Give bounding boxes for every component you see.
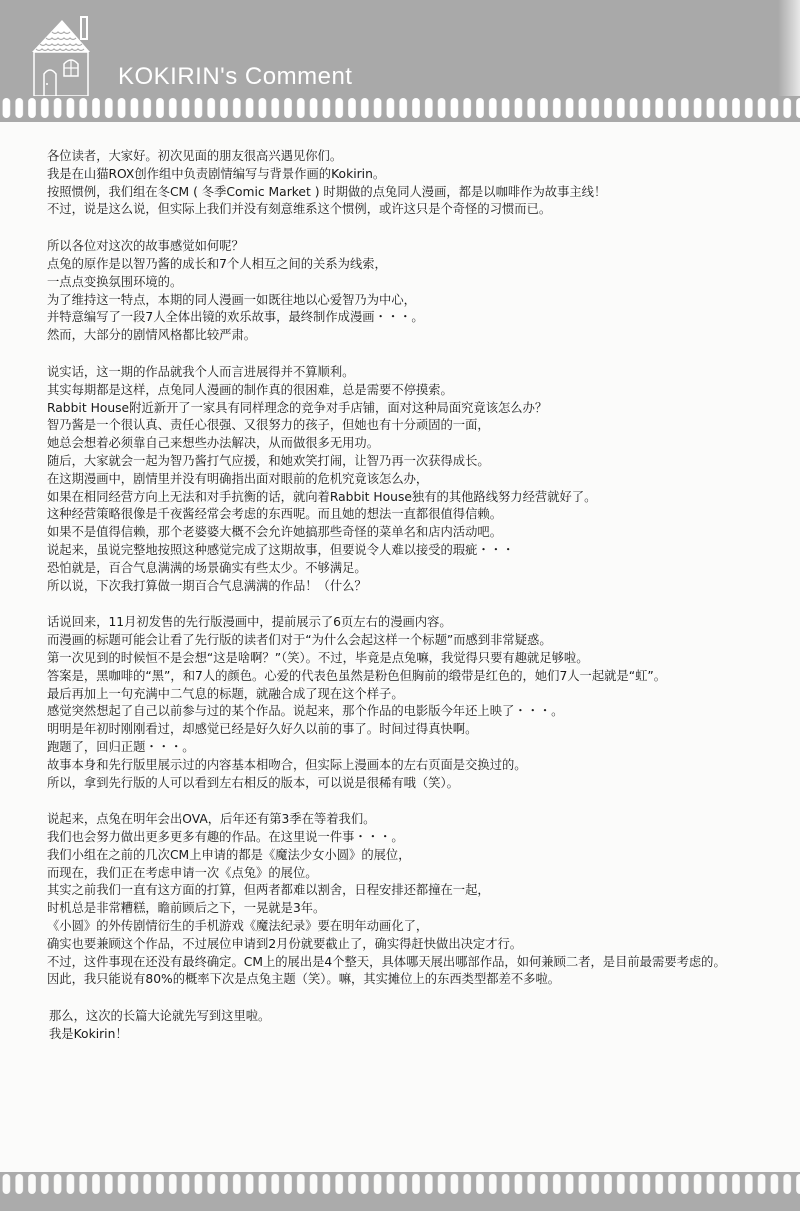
text-line: 在这期漫画中，剧情里并没有明确指出面对眼前的危机究竟该怎么办， <box>47 471 429 486</box>
paragraph-title-explanation <box>47 614 787 792</box>
text-line: 随后，大家就会一起为智乃酱打气应援，和她欢笑打闹，让智乃再一次获得成长。 <box>47 453 490 468</box>
paragraph-future-plans <box>47 811 787 989</box>
text-line: 一点点变换氛围环境的。 <box>47 274 183 289</box>
text-line: 答案是，黑咖啡的“黑”，和7人的颜色。心爱的代表色虽然是粉色但胸前的缎带是红色的，她们7人一起就是“虹”。 <box>47 668 667 683</box>
text-line: 说实话，这一期的作品就我个人而言进展得并不算顺利。 <box>47 364 355 379</box>
text-line: 而漫画的标题可能会让看了先行版的读者们对于“为什么会起这样一个标题”而感到非常疑惑。 <box>47 633 552 648</box>
text-line: 故事本身和先行版里展示过的内容基本相吻合，但实际上漫画本的左右页面是交换过的。 <box>47 757 527 772</box>
comment-body <box>47 148 787 1063</box>
text-line: 所以说，下次我打算做一期百合气息满满的作品！（什么？ <box>47 578 367 593</box>
text-line: 如果在相同经营方向上无法和对手抗衡的话，就向着Rabbit House独有的其他路线努力经营就好了。 <box>47 489 597 504</box>
text-line: 智乃酱是一个很认真、责任心很强、又很努力的孩子，但她也有十分顽固的一面， <box>47 418 490 433</box>
text-line: 我们小组在之前的几次CM上申请的都是《魔法少女小圆》的展位， <box>47 847 411 862</box>
text-line: 说起来，点兔在明年会出OVA，后年还有第3季在等着我们。 <box>47 812 376 827</box>
text-line: Rabbit House附近新开了一家具有同样理念的竞争对手店铺，面对这种局面究竟该怎么办？ <box>47 400 548 415</box>
page-title: KOKIRIN's Comment <box>118 63 353 90</box>
text-line: 这种经营策略很像是千夜酱经常会考虑的东西呢。而且她的想法一直都很值得信赖。 <box>47 507 502 522</box>
scallop-border-bottom <box>0 1174 800 1200</box>
paragraph-production <box>47 364 787 595</box>
text-line: 跑题了，回归正题・・・。 <box>47 739 195 754</box>
text-line: 而现在，我们正在考虑申请一次《点兔》的展位。 <box>47 865 318 880</box>
text-line: 点兔的原作是以智乃酱的成长和7个人相互之间的关系为线索， <box>47 256 387 271</box>
text-line: 《小圆》的外传剧情衍生的手机游戏《魔法纪录》要在明年动画化了， <box>47 919 429 934</box>
text-line: 说起来，虽说完整地按照这种感觉完成了这期故事，但要说令人难以接受的瑕疵・・・ <box>47 542 515 557</box>
paragraph-greeting <box>47 148 787 219</box>
text-line: 并特意编写了一段7人全体出镜的欢乐故事，最终制作成漫画・・・。 <box>47 310 424 325</box>
text-line: 我们也会努力做出更多更多有趣的作品。在这里说一件事・・・。 <box>47 830 404 845</box>
text-line: 不过，这件事现在还没有最终确定。CM上的展出是4个整天，具体哪天展出哪部作品，如何兼顾二者，是目前最需要考虑的。 <box>47 954 726 969</box>
text-line: 因此，我只能说有80%的概率下次是点兔主题（笑）。嘛，其实摊位上的东西类型都差不多啦。 <box>47 972 561 987</box>
text-line: 各位读者，大家好。初次见面的朋友很高兴遇见你们。 <box>47 149 343 163</box>
text-line: 其实每期都是这样，点兔同人漫画的制作真的很困难，总是需要不停摸索。 <box>47 382 453 397</box>
text-line: 她总会想着必须靠自己来想些办法解决，从而做很多无用功。 <box>47 436 380 451</box>
text-line: 其实之前我们一直有这方面的打算，但两者都难以割舍，日程安排还都撞在一起， <box>47 883 490 898</box>
text-line: 按照惯例，我们组在冬CM ( 冬季Comic Market ) 时期做的点兔同人漫画，都是以咖啡作为故事主线！ <box>47 184 607 199</box>
text-line: 不过，说是这么说，但实际上我们并没有刻意维系这个惯例，或许这只是个奇怪的习惯而已。 <box>47 202 552 217</box>
text-line: 确实也要兼顾这个作品，不过展位申请到2月份就要截止了，确实得赶快做出决定才行。 <box>47 936 523 951</box>
text-line: 话说回来，11月初发售的先行版漫画中，提前展示了6页左右的漫画内容。 <box>47 615 452 630</box>
house-icon <box>22 12 114 98</box>
paragraph-signoff <box>49 1008 787 1044</box>
text-line: 明明是年初时刚刚看过，却感觉已经是好久好久以前的事了。时间过得真快啊。 <box>47 722 478 737</box>
scallop-border-top <box>0 96 800 122</box>
text-line: 感觉突然想起了自己以前参与过的某个作品。说起来，那个作品的电影版今年还上映了・・・。 <box>47 704 564 719</box>
signature: 我是Kokirin！ <box>49 1027 128 1042</box>
paragraph-story-feeling <box>47 238 787 345</box>
text-line: 第一次见到的时候恒不是会想“这是啥啊？”（笑）。不过，毕竟是点兔嘛，我觉得只要有趣就足够啦。 <box>47 650 589 665</box>
text-line: 最后再加上一句充满中二气息的标题，就融合成了现在这个样子。 <box>47 686 404 701</box>
text-line: 为了维持这一特点，本期的同人漫画一如既往地以心爱智乃为中心， <box>47 292 416 307</box>
text-line: 时机总是非常糟糕，瞻前顾后之下，一晃就是3年。 <box>47 901 326 916</box>
text-line: 所以，拿到先行版的人可以看到左右相反的版本，可以说是很稀有哦（笑）。 <box>47 775 459 790</box>
text-line: 我是在山猫ROX创作组中负责剧情编写与背景作画的Kokirin。 <box>47 166 386 181</box>
text-line: 如果不是值得信赖，那个老婆婆大概不会允许她搞那些奇怪的菜单名和店内活动吧。 <box>47 525 502 540</box>
text-line: 那么，这次的长篇大论就先写到这里啦。 <box>49 1009 271 1024</box>
text-line: 然而，大部分的剧情风格都比较严肃。 <box>47 328 257 343</box>
text-line: 所以各位对这次的故事感觉如何呢？ <box>47 239 244 254</box>
text-line: 恐怕就是，百合气息满满的场景确实有些太少。不够满足。 <box>47 560 367 575</box>
